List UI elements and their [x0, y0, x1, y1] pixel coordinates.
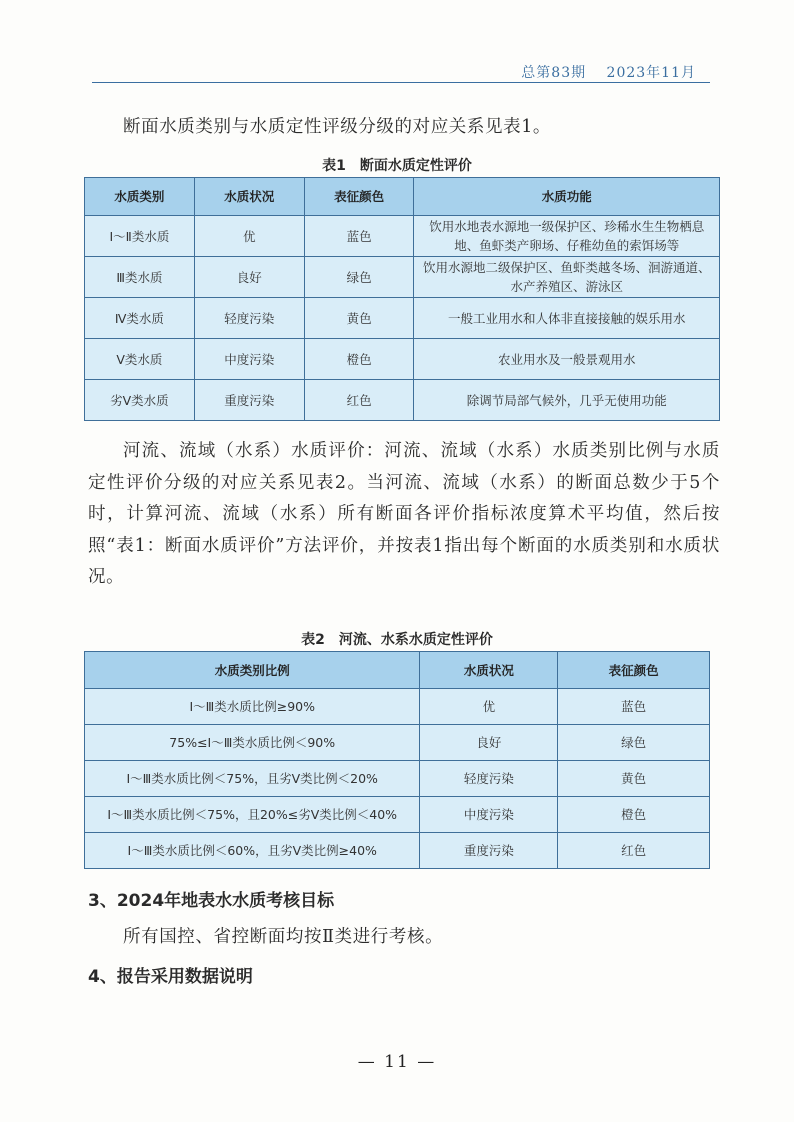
table-cell: 饮用水地表水源地一级保护区、珍稀水生生物栖息地、鱼虾类产卵场、仔稚幼鱼的索饵场等	[414, 216, 720, 257]
table-row	[85, 833, 710, 869]
page-number: — 11 —	[357, 1052, 437, 1072]
table-header-cell: 水质类别	[85, 178, 195, 216]
table-cell: Ⅰ～Ⅲ类水质比例≥90%	[85, 689, 420, 725]
table-row	[85, 339, 720, 380]
table-cell: 橙色	[304, 339, 414, 380]
paragraph-table1-intro: 断面水质类别与水质定性评级分级的对应关系见表1。	[123, 117, 552, 137]
page-header	[92, 60, 710, 83]
table-cell: Ⅰ～Ⅲ类水质比例＜75%，且劣Ⅴ类比例＜20%	[85, 761, 420, 797]
table-cell: Ⅴ类水质	[85, 339, 195, 380]
table-cell: 蓝色	[304, 216, 414, 257]
table-cell: 良好	[194, 257, 304, 298]
table-cell: 重度污染	[420, 833, 558, 869]
table-row	[85, 725, 710, 761]
table-cell: Ⅰ～Ⅲ类水质比例＜60%，且劣Ⅴ类比例≥40%	[85, 833, 420, 869]
table-row	[85, 257, 720, 298]
table-cell: 75%≤Ⅰ～Ⅲ类水质比例＜90%	[85, 725, 420, 761]
table-row	[85, 761, 710, 797]
table-cell: 蓝色	[558, 689, 710, 725]
table-header-cell: 表征颜色	[558, 652, 710, 689]
table-cell: 红色	[304, 380, 414, 421]
table-cell: 除调节局部气候外，几乎无使用功能	[414, 380, 720, 421]
table-cell: 良好	[420, 725, 558, 761]
table-cell: Ⅰ～Ⅲ类水质比例＜75%，且20%≤劣Ⅴ类比例＜40%	[85, 797, 420, 833]
table-cell: 绿色	[304, 257, 414, 298]
table-cell: 橙色	[558, 797, 710, 833]
table-header-cell: 水质功能	[414, 178, 720, 216]
table-cell: 中度污染	[420, 797, 558, 833]
table-cell: Ⅰ～Ⅱ类水质	[85, 216, 195, 257]
table1-section-water-quality	[84, 177, 720, 421]
table-header-cell: 水质状况	[194, 178, 304, 216]
table-cell: 劣Ⅴ类水质	[85, 380, 195, 421]
header-issue-date: 总第83期 2023年11月	[521, 65, 696, 81]
table-row	[85, 380, 720, 421]
table1-caption: 表1 断面水质定性评价	[322, 158, 472, 174]
table2-caption: 表2 河流、水系水质定性评价	[301, 632, 493, 648]
table-cell: 一般工业用水和人体非直接接触的娱乐用水	[414, 298, 720, 339]
table-header-row	[85, 178, 720, 216]
table-cell: 黄色	[558, 761, 710, 797]
table-cell: 绿色	[558, 725, 710, 761]
table-cell: 中度污染	[194, 339, 304, 380]
table-cell: 优	[194, 216, 304, 257]
table-cell: 红色	[558, 833, 710, 869]
table-row	[85, 298, 720, 339]
table-header-cell: 表征颜色	[304, 178, 414, 216]
table-cell: 黄色	[304, 298, 414, 339]
table-row	[85, 797, 710, 833]
table-header-cell: 水质类别比例	[85, 652, 420, 689]
paragraph-river-evaluation: 河流、流域（水系）水质评价：河流、流域（水系）水质类别比例与水质定性评价分级的对应关系见表2。当河流、流域（水系）的断面总数少于5个时，计算河流、流域（水系）所有断面各评价指标浓度算术平均值，然后按照“表1：断面水质评价”方法评价，并按表1指出每个断面的水质类别和水质状况。	[88, 441, 720, 587]
table-cell: 优	[420, 689, 558, 725]
table-cell: 饮用水源地二级保护区、鱼虾类越冬场、洄游通道、水产养殖区、游泳区	[414, 257, 720, 298]
table-cell: 农业用水及一般景观用水	[414, 339, 720, 380]
table-cell: Ⅳ类水质	[85, 298, 195, 339]
table-cell: 轻度污染	[194, 298, 304, 339]
section3-text: 所有国控、省控断面均按Ⅱ类进行考核。	[123, 927, 444, 947]
table-header-row	[85, 652, 710, 689]
table2-river-water-quality	[84, 651, 710, 869]
table-cell: 重度污染	[194, 380, 304, 421]
section3-heading: 3、2024年地表水水质考核目标	[88, 891, 335, 911]
section4-heading: 4、报告采用数据说明	[88, 967, 253, 987]
table-cell: 轻度污染	[420, 761, 558, 797]
table-header-cell: 水质状况	[420, 652, 558, 689]
table-row	[85, 689, 710, 725]
table-row	[85, 216, 720, 257]
table-cell: Ⅲ类水质	[85, 257, 195, 298]
